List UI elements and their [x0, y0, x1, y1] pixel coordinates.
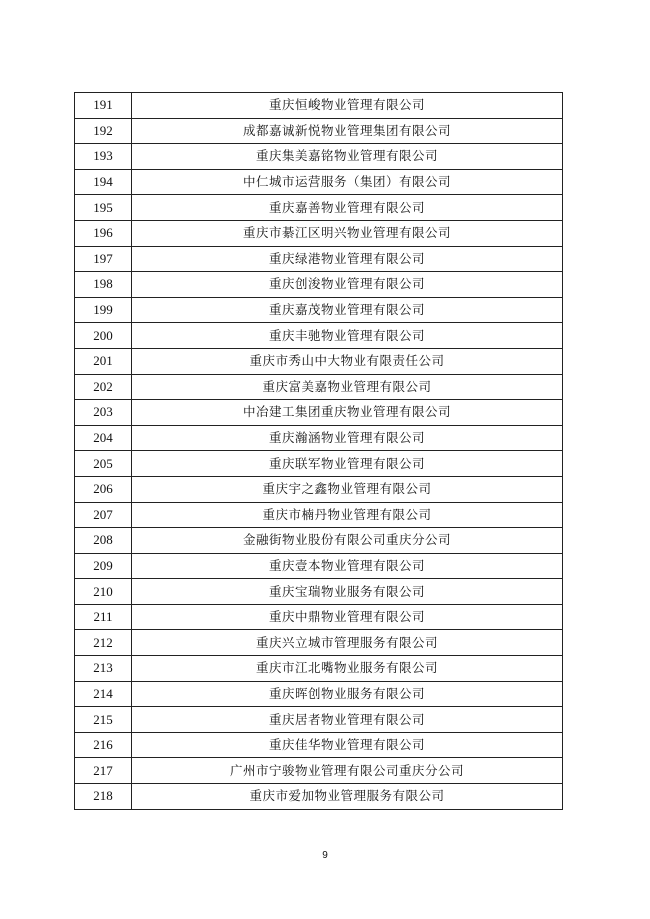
table-row — [75, 348, 563, 374]
table-row — [75, 272, 563, 298]
row-number-cell: 205 — [75, 451, 132, 477]
row-number-cell: 210 — [75, 579, 132, 605]
company-name-cell: 重庆联军物业管理有限公司 — [132, 451, 563, 477]
company-name-cell: 重庆佳华物业管理有限公司 — [132, 732, 563, 758]
row-number-cell: 207 — [75, 502, 132, 528]
row-number-cell: 213 — [75, 656, 132, 682]
row-number-cell: 197 — [75, 246, 132, 272]
company-name-cell: 成都嘉诚新悦物业管理集团有限公司 — [132, 118, 563, 144]
company-name-cell: 重庆市江北嘴物业服务有限公司 — [132, 656, 563, 682]
row-number-cell: 218 — [75, 784, 132, 810]
company-list-table — [74, 92, 563, 810]
row-number-cell: 214 — [75, 681, 132, 707]
table-row — [75, 246, 563, 272]
company-name-cell: 重庆市秀山中大物业有限责任公司 — [132, 348, 563, 374]
row-number-cell: 204 — [75, 425, 132, 451]
company-name-cell: 中冶建工集团重庆物业管理有限公司 — [132, 400, 563, 426]
row-number-cell: 202 — [75, 374, 132, 400]
table-row — [75, 297, 563, 323]
table-row — [75, 784, 563, 810]
row-number-cell: 198 — [75, 272, 132, 298]
row-number-cell: 201 — [75, 348, 132, 374]
row-number-cell: 212 — [75, 630, 132, 656]
company-name-cell: 重庆集美嘉铭物业管理有限公司 — [132, 144, 563, 170]
row-number-cell: 199 — [75, 297, 132, 323]
company-name-cell: 重庆中鼎物业管理有限公司 — [132, 604, 563, 630]
company-name-cell: 重庆市爱加物业管理服务有限公司 — [132, 784, 563, 810]
page-number: 9 — [322, 850, 328, 861]
row-number-cell: 216 — [75, 732, 132, 758]
table-row — [75, 656, 563, 682]
row-number-cell: 196 — [75, 220, 132, 246]
table-row — [75, 220, 563, 246]
table-row — [75, 400, 563, 426]
company-name-cell: 广州市宁骏物业管理有限公司重庆分公司 — [132, 758, 563, 784]
table-row — [75, 502, 563, 528]
company-name-cell: 重庆创浚物业管理有限公司 — [132, 272, 563, 298]
table-row — [75, 195, 563, 221]
table-body — [75, 93, 563, 810]
table-row — [75, 169, 563, 195]
table-row — [75, 604, 563, 630]
company-name-cell: 重庆居者物业管理有限公司 — [132, 707, 563, 733]
row-number-cell: 203 — [75, 400, 132, 426]
table-row — [75, 323, 563, 349]
row-number-cell: 215 — [75, 707, 132, 733]
row-number-cell: 192 — [75, 118, 132, 144]
company-name-cell: 重庆恒峻物业管理有限公司 — [132, 93, 563, 119]
row-number-cell: 217 — [75, 758, 132, 784]
company-name-cell: 重庆兴立城市管理服务有限公司 — [132, 630, 563, 656]
table-row — [75, 579, 563, 605]
company-name-cell: 金融街物业股份有限公司重庆分公司 — [132, 528, 563, 554]
table-row — [75, 451, 563, 477]
company-name-cell: 重庆宝瑞物业服务有限公司 — [132, 579, 563, 605]
table-row — [75, 630, 563, 656]
row-number-cell: 194 — [75, 169, 132, 195]
company-name-cell: 重庆市綦江区明兴物业管理有限公司 — [132, 220, 563, 246]
table-row — [75, 732, 563, 758]
company-name-cell: 重庆壹本物业管理有限公司 — [132, 553, 563, 579]
table-row — [75, 118, 563, 144]
table-row — [75, 93, 563, 119]
row-number-cell: 193 — [75, 144, 132, 170]
table-row — [75, 681, 563, 707]
company-name-cell: 重庆市楠丹物业管理有限公司 — [132, 502, 563, 528]
company-name-cell: 重庆宇之鑫物业管理有限公司 — [132, 476, 563, 502]
table-row — [75, 707, 563, 733]
company-name-cell: 重庆嘉茂物业管理有限公司 — [132, 297, 563, 323]
company-name-cell: 重庆富美嘉物业管理有限公司 — [132, 374, 563, 400]
table-row — [75, 553, 563, 579]
table-row — [75, 374, 563, 400]
row-number-cell: 191 — [75, 93, 132, 119]
table-row — [75, 476, 563, 502]
company-name-cell: 中仁城市运营服务（集团）有限公司 — [132, 169, 563, 195]
table-row — [75, 425, 563, 451]
company-name-cell: 重庆嘉善物业管理有限公司 — [132, 195, 563, 221]
row-number-cell: 209 — [75, 553, 132, 579]
company-name-cell: 重庆晖创物业服务有限公司 — [132, 681, 563, 707]
company-name-cell: 重庆绿港物业管理有限公司 — [132, 246, 563, 272]
row-number-cell: 206 — [75, 476, 132, 502]
table-row — [75, 758, 563, 784]
company-name-cell: 重庆瀚涵物业管理有限公司 — [132, 425, 563, 451]
row-number-cell: 195 — [75, 195, 132, 221]
table-row — [75, 144, 563, 170]
row-number-cell: 211 — [75, 604, 132, 630]
row-number-cell: 208 — [75, 528, 132, 554]
table-row — [75, 528, 563, 554]
company-name-cell: 重庆丰驰物业管理有限公司 — [132, 323, 563, 349]
row-number-cell: 200 — [75, 323, 132, 349]
